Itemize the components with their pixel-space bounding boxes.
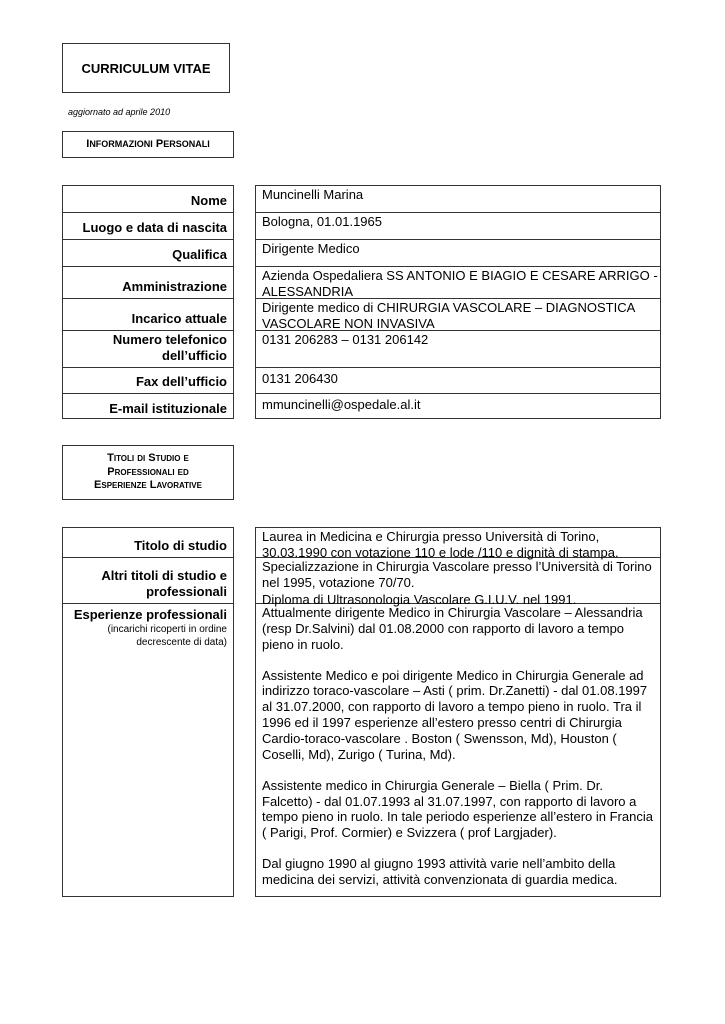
- personal-values-table: [255, 185, 661, 419]
- value-row: [256, 267, 660, 299]
- label-telefono-2: dell’ufficio: [162, 347, 227, 363]
- label-altri-1: Altri titoli di studio e: [101, 567, 227, 583]
- label-altri-2: professionali: [146, 583, 227, 599]
- label-row: [63, 558, 233, 604]
- label-telefono-1: Numero telefonico: [112, 331, 227, 347]
- value-amministrazione: Azienda Ospedaliera SS ANTONIO E BIAGIO E CESARE ARRIGO - ALESSANDRIA: [262, 268, 658, 299]
- value-specializzazione: Specializzazione in Chirurgia Vascolare presso l’Università di Torino nel 1995, votazione 70/70.: [262, 559, 652, 591]
- value-fax: 0131 206430: [262, 371, 338, 386]
- label-esperienze: Esperienze professionali: [73, 607, 227, 622]
- label-row: [63, 299, 233, 331]
- value-nome: Muncinelli Marina: [262, 187, 364, 202]
- label-amministrazione: Amministrazione: [122, 278, 227, 294]
- label-nome: Nome: [190, 192, 227, 208]
- label-row: [63, 368, 233, 394]
- label-row: [63, 186, 233, 213]
- value-row: [256, 331, 660, 368]
- label-row: [63, 528, 233, 558]
- value-row: [256, 368, 660, 394]
- label-incarico: Incarico attuale: [131, 310, 227, 326]
- value-incarico: Dirigente medico di CHIRURGIA VASCOLARE – DIAGNOSTICA VASCOLARE NON INVASIVA: [262, 300, 635, 331]
- label-titolo: Titolo di studio: [134, 537, 227, 553]
- updated-note: aggiornato ad aprile 2010: [68, 107, 171, 117]
- label-row: [63, 240, 233, 267]
- heading-cap-2: P: [155, 137, 164, 150]
- value-diploma: Diploma di Ultrasonologia Vascolare G.I.U.V. nel 1991.: [262, 591, 577, 607]
- value-row: [256, 604, 660, 898]
- value-row: [256, 213, 660, 240]
- value-row: [256, 240, 660, 267]
- value-row: [256, 558, 660, 607]
- section-titles-line1: Titoli di Studio e: [107, 451, 189, 464]
- cv-title: CURRICULUM VITAE: [81, 60, 211, 76]
- cv-title-box: [62, 43, 230, 93]
- label-email: E-mail istituzionale: [109, 400, 227, 416]
- label-fax: Fax dell’ufficio: [135, 373, 227, 389]
- section-personal-heading: [62, 131, 234, 158]
- value-titolo: Laurea in Medicina e Chirurgia presso Università di Torino, 30.03.1990 con votazione 110 e lode /110 e dignità di stampa.: [262, 529, 619, 561]
- label-esperienze-sub: (incarichi ricoperti in ordine decrescente di data): [107, 624, 227, 649]
- value-row: [256, 186, 660, 213]
- label-qualifica: Qualifica: [172, 246, 227, 262]
- label-row: [63, 267, 233, 299]
- label-row: [63, 213, 233, 240]
- label-row: [63, 604, 233, 898]
- personal-labels-table: [62, 185, 234, 419]
- experience-paragraph: Assistente medico in Chirurgia Generale – Biella ( Prim. Dr. Falcetto) - dal 01.07.1993 al 31.07.1997, con rapporto di lavoro a tempo pieno in ruolo. In tale periodo esperienze all’estero in Francia ( Parigi, Prof. Cormier) e Svizzera ( prof Largjader).: [262, 777, 653, 841]
- education-labels-table: [62, 527, 234, 897]
- section-titles-line3: Esperienze Lavorative: [94, 479, 202, 492]
- education-values-table: [255, 527, 661, 897]
- label-row: [63, 394, 233, 420]
- section-titles-heading: [62, 445, 234, 500]
- experience-paragraph: Dal giugno 1990 al giugno 1993 attività varie nell’ambito della medicina dei servizi, attività convenzionata di guardia medica.: [262, 856, 618, 888]
- label-luogo: Luogo e data di nascita: [82, 219, 227, 235]
- value-qualifica: Dirigente Medico: [262, 241, 360, 256]
- value-row: [256, 528, 660, 561]
- section-titles-line2: Professionali ed: [107, 465, 189, 478]
- experience-paragraph: Assistente Medico e poi dirigente Medico in Chirurgia Generale ad indirizzo toraco-vascolare – Asti ( prim. Dr.Zanetti) - dal 01.08.1997 al 31.07.2000, con rapporto di lavoro a tempo pieno in ruolo. Tra il 1996 ed il 1997 esperienze all’estero presso centri di Chirurgia Cardio-toraco-vascolare . Boston ( Swensson, Md), Houston ( Coselli, Md), Zurigo ( Turina, Md).: [262, 667, 648, 762]
- value-row: [256, 394, 660, 420]
- value-email: mmuncinelli@ospedale.al.it: [262, 397, 421, 412]
- value-telefono: 0131 206283 – 0131 206142: [262, 332, 429, 347]
- experience-paragraph: Attualmente dirigente Medico in Chirurgia Vascolare – Alessandria (resp Dr.Salvini) dal 01.08.2000 con rapporto di lavoro a tempo pieno in ruolo.: [262, 605, 643, 652]
- heading-small-2: ERSONALI: [163, 138, 210, 149]
- heading-cap-1: I: [86, 137, 90, 150]
- value-row: [256, 299, 660, 331]
- value-luogo: Bologna, 01.01.1965: [262, 214, 382, 229]
- label-row: [63, 331, 233, 368]
- heading-small-1: NFORMAZIONI: [89, 138, 153, 149]
